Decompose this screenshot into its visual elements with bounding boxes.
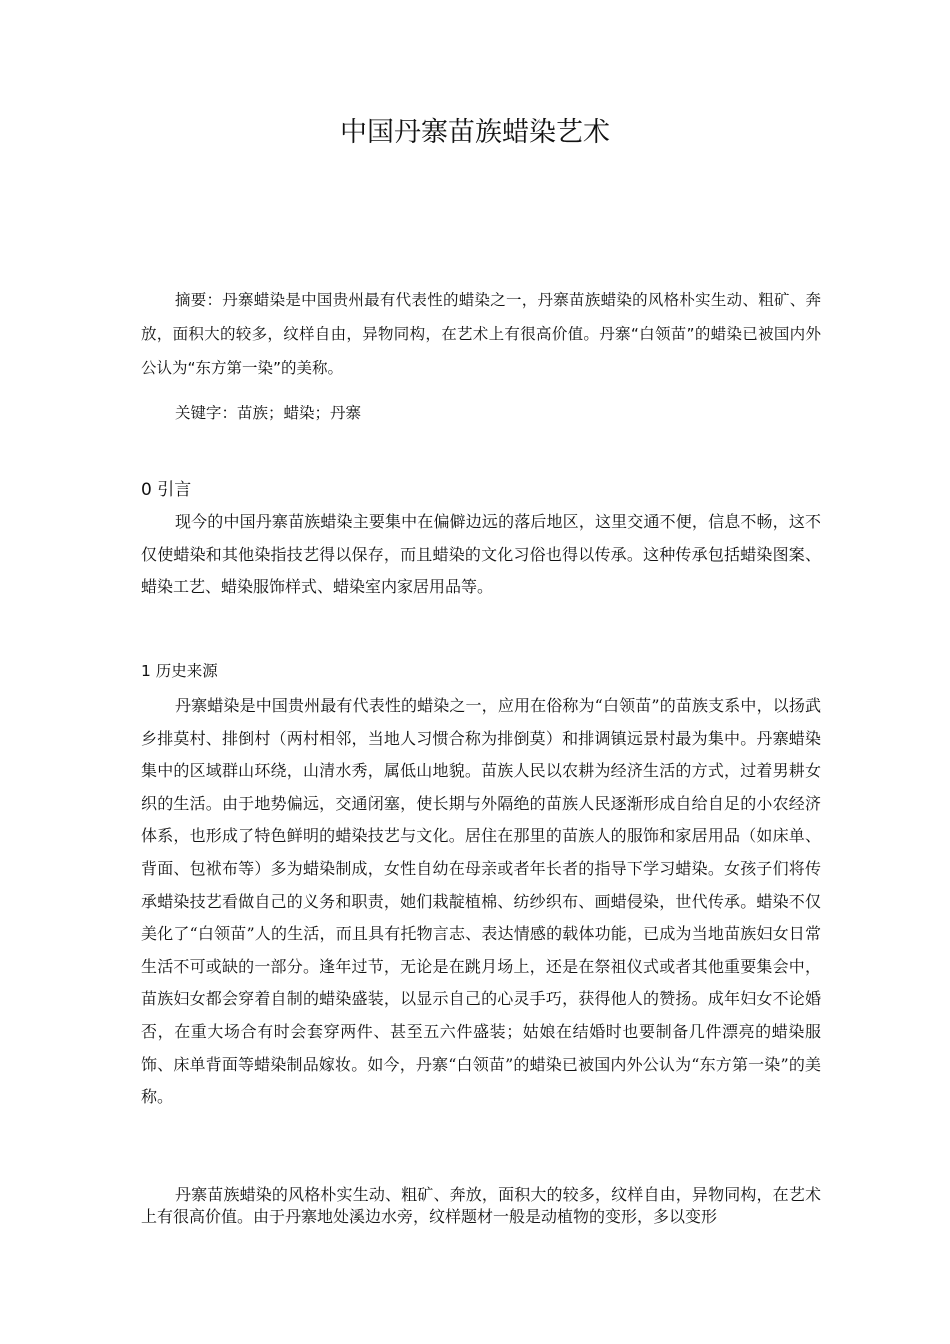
history-paragraph-2: 丹寨苗族蜡染的风格朴实生动、粗矿、奔放，面积大的较多，纹样自由，异物同构，在艺术上有很高价值。由于丹寨地处溪边水旁，纹样题材一般是动植物的变形，多以变形 [141, 1185, 821, 1226]
section-heading-introduction: 0 引言 [141, 480, 192, 500]
introduction-paragraph: 现今的中国丹寨苗族蜡染主要集中在偏僻边远的落后地区，这里交通不便，信息不畅，这不仅使蜡染和其他染指技艺得以保存，而且蜡染的文化习俗也得以传承。这种传承包括蜡染图案、蜡染工艺、蜡染服饰样式、蜡染室内家居用品等。 [141, 512, 821, 597]
section-heading-history: 1 历史来源 [141, 662, 218, 680]
keywords-line: 关键字：苗族；蜡染；丹寨 [175, 404, 362, 422]
abstract-paragraph: 摘要：丹寨蜡染是中国贵州最有代表性的蜡染之一，丹寨苗族蜡染的风格朴实生动、粗矿、奔放，面积大的较多，纹样自由，异物同构，在艺术上有很高价值。丹寨“白领苗”的蜡染已被国内外公认为“东方第一染”的美称。 [141, 291, 821, 377]
history-paragraph-1: 丹寨蜡染是中国贵州最有代表性的蜡染之一，应用在俗称为“白领苗”的苗族支系中，以扬武乡排莫村、排倒村（两村相邻，当地人习惯合称为排倒莫）和排调镇远景村最为集中。丹寨蜡染集中的区域群山环绕，山清水秀，属低山地貌。苗族人民以农耕为经济生活的方式，过着男耕女织的生活。由于地势偏远，交通闭塞，使长期与外隔绝的苗族人民逐渐形成自给自足的小农经济体系，也形成了特色鲜明的蜡染技艺与文化。居住在那里的苗族人的服饰和家居用品（如床单、背面、包袱布等）多为蜡染制成，女性自幼在母亲或者年长者的指导下学习蜡染。女孩子们将传承蜡染技艺看做自己的义务和职责，她们栽靛植棉、纺纱织布、画蜡侵染，世代传承。蜡染不仅美化了“白领苗”人的生活，而且具有托物言志、表达情感的载体功能，已成为当地苗族妇女日常生活不可或缺的一部分。逢年过节，无论是在跳月场上，还是在祭祖仪式或者其他重要集会中，苗族妇女都会穿着自制的蜡染盛装，以显示自己的心灵手巧，获得他人的赞扬。成年妇女不论婚否，在重大场合有时会套穿两件、甚至五六件盛装；姑娘在结婚时也要制备几件漂亮的蜡染服饰、床单背面等蜡染制品嫁妆。如今，丹寨“白领苗”的蜡染已被国内外公认为“东方第一染”的美称。 [141, 696, 821, 1107]
document-title: 中国丹寨苗族蜡染艺术 [340, 117, 610, 148]
